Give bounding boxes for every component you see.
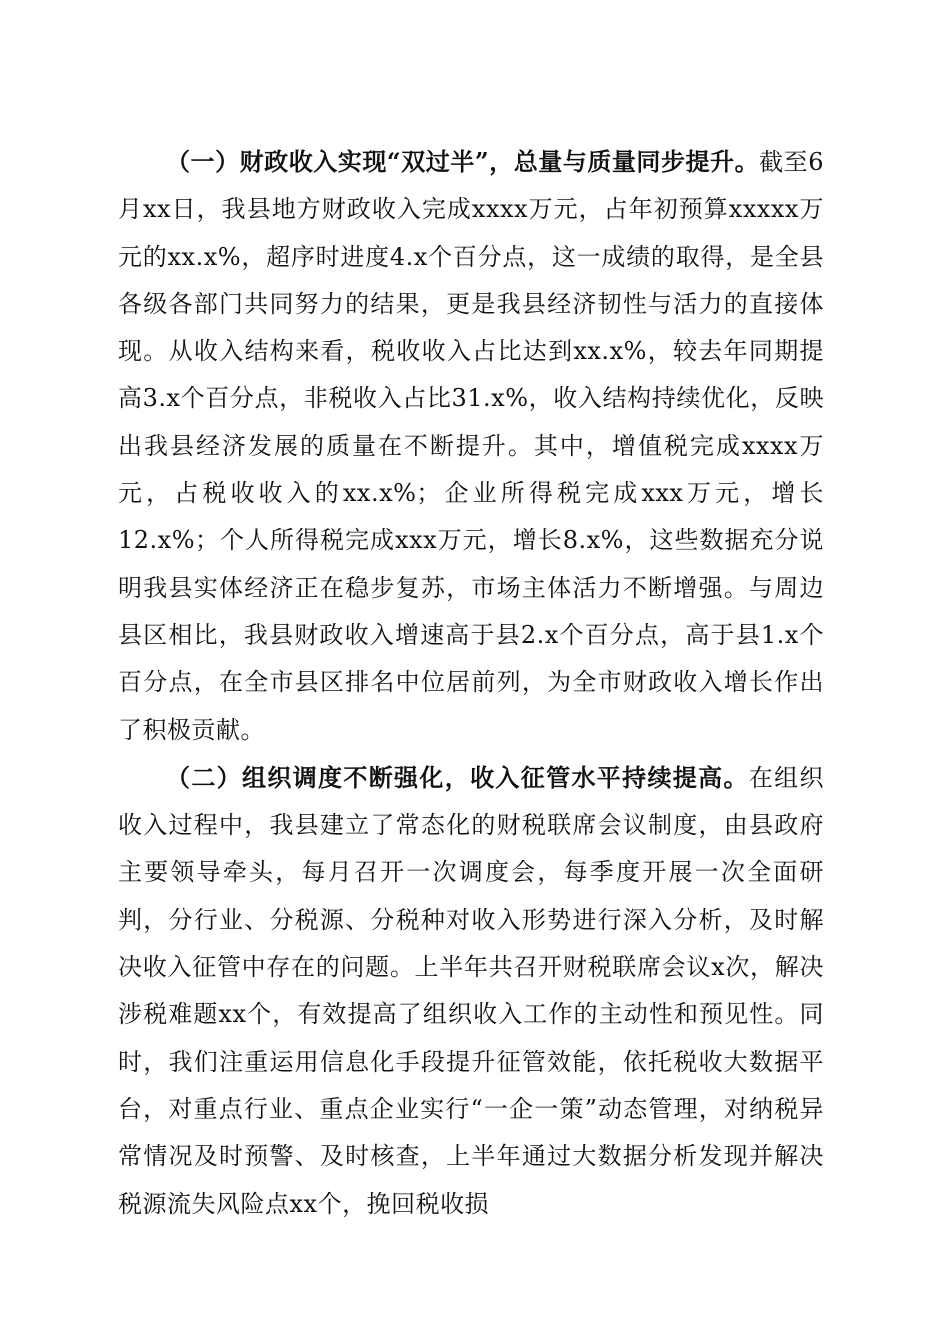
paragraph-2 xyxy=(118,754,824,1228)
paragraph-1-body: 截至6月xx日，我县地方财政收入完成xxxx万元，占年初预算xxxxx万元的xx.x%，超序时进度4.x个百分点，这一成绩的取得，是全县各级各部门共同努力的结果，更是我县经济韧性与活力的直接体现。从收入结构来看，税收收入占比达到xx.x%，较去年同期提高3.x个百分点，非税收入占比31.x%，收入结构持续优化，反映出我县经济发展的质量在不断提升。其中，增值税完成xxxx万元，占税收收入的xx.x%；企业所得税完成xxx万元，增长12.x%；个人所得税完成xxx万元，增长8.x%，这些数据充分说明我县实体经济正在稳步复苏，市场主体活力不断增强。与周边县区相比，我县财政收入增速高于县2.x个百分点，高于县1.x个百分点，在全市县区排名中位居前列，为全市财政收入增长作出了积极贡献。 xyxy=(118,148,824,744)
paragraph-2-heading: （二）组织调度不断强化，收入征管水平持续提高。 xyxy=(166,762,749,792)
document-body xyxy=(118,138,824,1228)
paragraph-1-heading: （一）财政收入实现“双过半”，总量与质量同步提升。 xyxy=(166,147,760,176)
paragraph-1 xyxy=(118,138,824,754)
paragraph-2-body: 在组织收入过程中，我县建立了常态化的财税联席会议制度，由县政府主要领导牵头，每月召开一次调度会，每季度开展一次全面研判，分行业、分税源、分税种对收入形势进行深入分析，及时解决收入征管中存在的问题。上半年共召开财税联席会议x次，解决涉税难题xx个，有效提高了组织收入工作的主动性和预见性。同时，我们注重运用信息化手段提升征管效能，依托税收大数据平台，对重点行业、重点企业实行“一企一策”动态管理，对纳税异常情况及时预警、及时核查，上半年通过大数据分析发现并解决税源流失风险点xx个，挽回税收损 xyxy=(118,763,825,1218)
